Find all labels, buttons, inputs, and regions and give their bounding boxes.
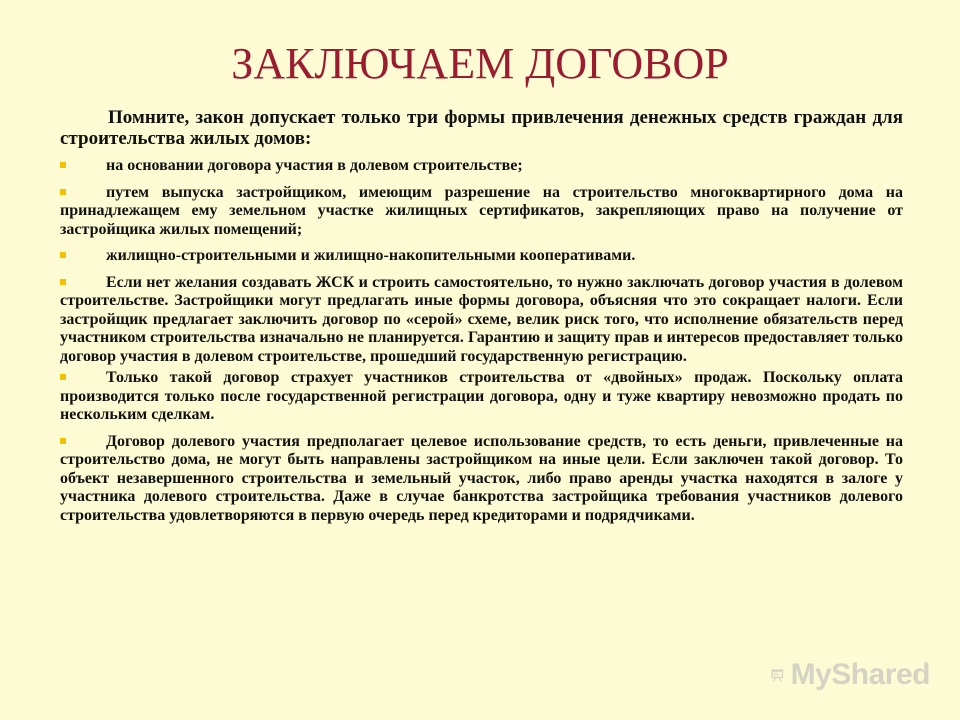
watermark — [770, 655, 930, 695]
list-item — [60, 157, 903, 176]
bullet-square-icon — [60, 279, 66, 285]
intro-paragraph: Помните, закон допускает только три формы привлечения денежных средств граждан для строительства жилых домов: — [60, 107, 903, 149]
bullet-square-icon — [60, 252, 66, 258]
list-item-text: на основании договора участия в долевом строительстве; — [106, 157, 523, 174]
bullet-square-icon — [60, 438, 66, 444]
list-item — [60, 433, 903, 526]
list-item-text: путем выпуска застройщиком, имеющим разрешение на строительство многоквартирного дома на принадлежащем ему земельном участке жилищных сертификатов, закрепляющих право на получение от застройщика жилых помещений; — [60, 183, 903, 238]
presentation-board-icon — [770, 658, 785, 692]
bullet-square-icon — [60, 374, 66, 380]
list-item — [60, 184, 903, 240]
list-item-text: жилищно-строительными и жилищно-накопительными кооперативами. — [106, 247, 636, 264]
list-item — [60, 369, 903, 425]
list-item-text: Если нет желания создавать ЖСК и строить самостоятельно, то нужно заключать договор участия в долевом строительстве. Застройщики могут предлагать иные формы договора, объясняя что это сокращает налоги. Если застройщик предлагает заключить договор по «серой» схеме, велик риск того, что исполнение обязательств перед участником строительства изначально не планируется. Гарантию и защиту прав и интересов предоставляет только договор участия в долевом строительстве, прошедший государственную регистрацию. — [60, 273, 903, 365]
bullet-square-icon — [60, 162, 66, 168]
list-item-text: Только такой договор страхует участников строительства от «двойных» продаж. Поскольку оплата производится только после государственной регистрации договора, одну и туже квартиру невозможно продать по нескольким сделкам. — [60, 369, 903, 423]
bullet-square-icon — [60, 189, 66, 195]
slide-body — [60, 107, 903, 533]
list-item-text: Договор долевого участия предполагает целевое использование средств, то есть деньги, привлеченные на строительство дома, не могут быть направлены застройщиком на иные цели. Если заключен такой договор. То объект незавершенного строительства и земельный участок, либо право аренды участка находятся в залоге у участника долевого строительства. Даже в случае банкротства застройщика требования участников долевого строительства удовлетворяются в первую очередь перед кредиторами и подрядчиками. — [60, 432, 903, 524]
watermark-text: MyShared — [790, 658, 930, 691]
list-item — [60, 274, 903, 367]
list-item — [60, 247, 903, 266]
slide-title: ЗАКЛЮЧАЕМ ДОГОВОР — [231, 39, 729, 88]
